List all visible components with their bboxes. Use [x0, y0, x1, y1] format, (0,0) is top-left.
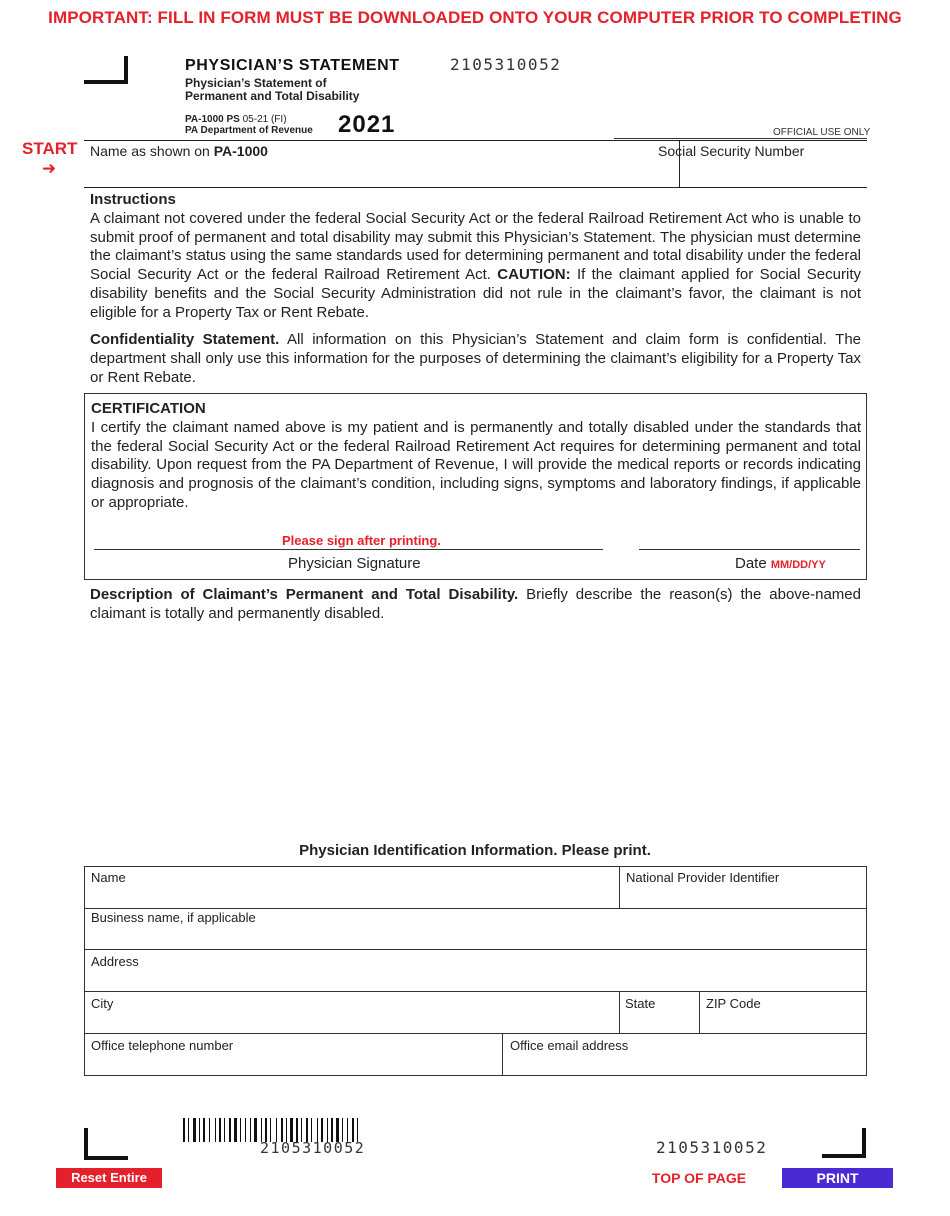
- start-label: START: [22, 139, 78, 158]
- form-code: PA-1000 PS: [185, 114, 240, 125]
- please-sign-note: Please sign after printing.: [282, 533, 441, 548]
- description-input-area[interactable]: [84, 630, 867, 830]
- barcode-bar: [234, 1118, 237, 1142]
- form-subtitle-line1: Physician’s Statement of: [185, 76, 327, 90]
- physician-id-grid: [84, 866, 867, 1076]
- date-format-hint: MM/DD/YY: [770, 559, 826, 571]
- barcode-bar: [254, 1118, 257, 1142]
- physician-id-title: Physician Identification Information. Please print.: [299, 842, 651, 859]
- scan-number-bottom: 2105310052: [656, 1138, 768, 1157]
- certification-content: [91, 400, 861, 513]
- barcode-bar: [240, 1118, 241, 1142]
- city-state-divider: [619, 991, 620, 1033]
- registration-mark-top-left: [84, 56, 128, 84]
- claimant-name-label: Name as shown on: [90, 143, 210, 159]
- certification-heading: CERTIFICATION: [91, 400, 206, 417]
- scan-number-top: 2105310052: [450, 55, 562, 74]
- phone-email-divider: [502, 1033, 503, 1075]
- city-field[interactable]: City: [91, 996, 114, 1011]
- form-identifier: [185, 114, 313, 136]
- form-subtitle: [185, 77, 359, 103]
- signature-line: [94, 549, 603, 550]
- office-email-field[interactable]: Office email address: [510, 1038, 629, 1053]
- barcode-number: 2105310052: [260, 1139, 366, 1157]
- state-zip-divider: [699, 991, 700, 1033]
- download-warning-banner: IMPORTANT: FILL IN FORM MUST BE DOWNLOADED ONTO YOUR COMPUTER PRIOR TO COMPLETING: [48, 8, 902, 27]
- claimant-name-row: [84, 140, 867, 188]
- form-title: PHYSICIAN’S STATEMENT: [185, 57, 400, 74]
- certification-text: I certify the claimant named above is my patient and is permanently and totally disabled under the standards that the federal Social Security Act or the federal Railroad Retirement Act requires for determining permanent and total disability. Upon request from the PA Department of Revenue, I will provide the medical reports or records indicating diagnosis and prognosis of the claimant’s condition, including signs, symptoms and laboratory findings, if applicable or appropriate.: [91, 418, 861, 511]
- barcode-bar: [183, 1118, 185, 1142]
- start-marker: [22, 139, 76, 179]
- barcode-bar: [245, 1118, 246, 1142]
- claimant-name-field[interactable]: [90, 143, 268, 159]
- barcode-bar: [193, 1118, 196, 1142]
- instructions-text: A claimant not covered under the federal Social Security Act or the federal Railroad Retirement Act who is unable to submit proof of permanent and total disability may submit this Physician’s Statement. The physician must determine the claimant’s status using the same standards used for determining permanent and total disability under the federal Social Security Act or the federal Railroad Retirement Act. CAUTION: If the claimant applied for Social Security disability benefits and the Social Security Administration did not rule in the claimant’s favor, the claimant is not eligible for a Property Tax or Rent Rebate.: [90, 209, 861, 321]
- certification-box: [84, 393, 867, 580]
- state-field[interactable]: State: [625, 996, 656, 1011]
- form-revision: 05-21 (FI): [242, 114, 287, 125]
- start-arrow-icon: ➜: [41, 159, 57, 178]
- description-section: [90, 586, 861, 624]
- ssn-field[interactable]: [658, 143, 804, 159]
- barcode-bar: [188, 1118, 189, 1142]
- confidentiality-section: [90, 331, 861, 387]
- reset-form-button[interactable]: Reset Entire Form: [56, 1168, 162, 1188]
- confidentiality-heading: Confidentiality Statement.: [90, 331, 280, 348]
- date-line[interactable]: [639, 549, 860, 550]
- signature-label: Physician Signature: [288, 555, 421, 572]
- barcode-bar: [209, 1118, 210, 1142]
- business-name-field[interactable]: Business name, if applicable: [91, 910, 256, 925]
- barcode-bar: [203, 1118, 205, 1142]
- instructions-section: [90, 191, 861, 323]
- date-label-group: [735, 555, 826, 572]
- description-heading: Description of Claimant’s Permanent and Total Disability.: [90, 586, 519, 603]
- registration-mark-bottom-left: [84, 1128, 128, 1160]
- official-use-label: OFFICIAL USE ONLY: [773, 127, 871, 138]
- date-label: Date: [735, 555, 767, 572]
- print-button[interactable]: PRINT: [782, 1168, 893, 1188]
- top-of-page-link[interactable]: TOP OF PAGE: [651, 1170, 747, 1186]
- official-use-line: [614, 138, 867, 139]
- name-npi-divider: [619, 867, 620, 908]
- barcode-bar: [229, 1118, 231, 1142]
- tax-year: 2021: [338, 111, 396, 138]
- barcode-bar: [199, 1118, 200, 1142]
- department-name: PA Department of Revenue: [185, 125, 313, 136]
- barcode-bar: [215, 1118, 216, 1142]
- description-text: Briefly describe the reason(s) the above-named claimant is totally and permanently disabled.: [90, 586, 861, 622]
- caution-label: CAUTION:: [497, 266, 571, 284]
- barcode-bar: [250, 1118, 251, 1142]
- physician-name-field[interactable]: Name: [91, 870, 126, 885]
- npi-field[interactable]: National Provider Identifier: [626, 870, 780, 885]
- form-subtitle-line2: Permanent and Total Disability: [185, 89, 360, 103]
- barcode-bar: [224, 1118, 225, 1142]
- registration-mark-bottom-right: [822, 1128, 866, 1158]
- zip-code-field[interactable]: ZIP Code: [706, 996, 761, 1011]
- ssn-label: Social Security Number: [658, 143, 805, 159]
- barcode-bar: [219, 1118, 221, 1142]
- confidentiality-text: All information on this Physician’s Statement and claim form is confidential. The department shall only use this information for the purposes of determining the claimant’s eligibility for a Property Tax or Rent Rebate.: [90, 331, 861, 386]
- claimant-name-form-ref: PA-1000: [213, 143, 268, 159]
- instructions-heading: Instructions: [90, 191, 176, 208]
- address-field[interactable]: Address: [91, 954, 139, 969]
- address-row: [85, 949, 866, 992]
- office-phone-field[interactable]: Office telephone number: [91, 1038, 234, 1053]
